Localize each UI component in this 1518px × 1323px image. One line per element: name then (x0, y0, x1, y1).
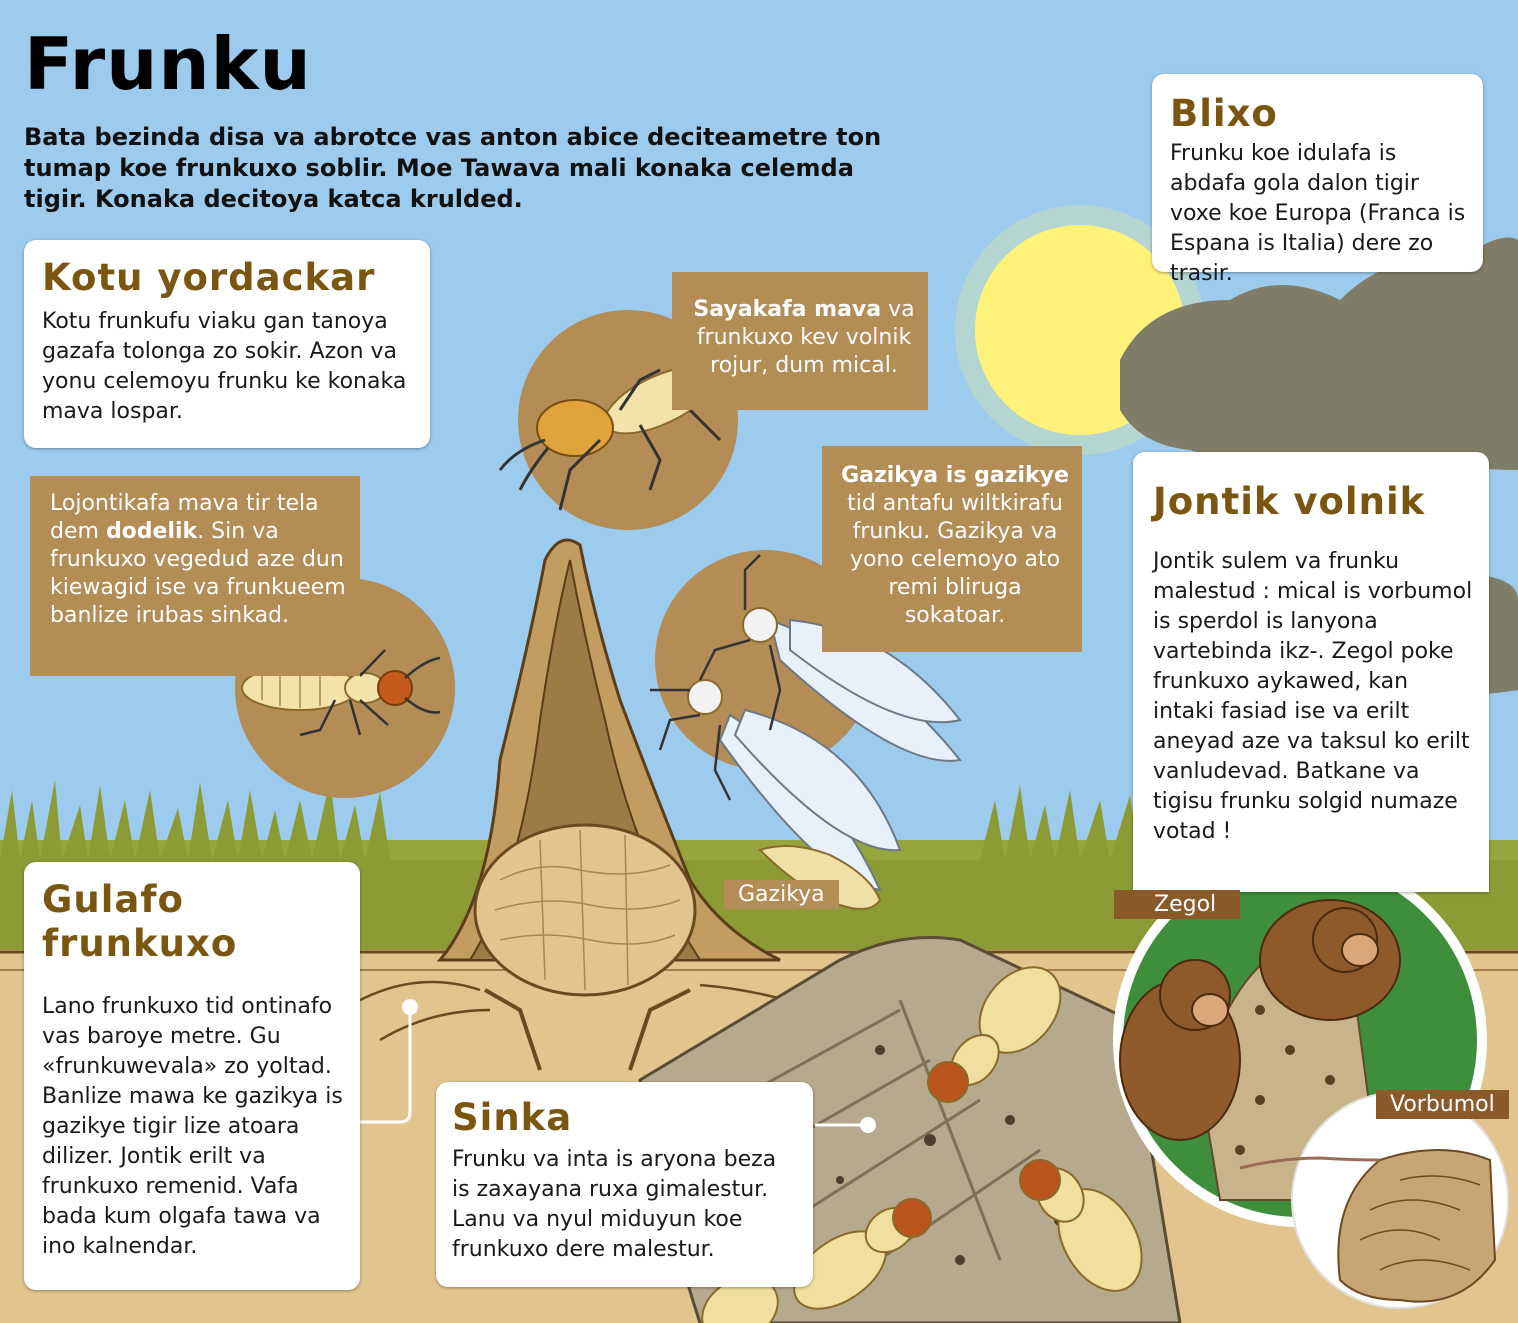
card-jontik-volnik (1133, 452, 1489, 892)
sinka-heading: Sinka (452, 1096, 573, 1139)
caption-sayakafa (672, 272, 928, 410)
kotu-heading: Kotu yordackar (42, 256, 376, 299)
sayakafa-post: va frunkuxo kev volnik rojur, dum mical. (696, 297, 915, 378)
label-vorbumol: Vorbumol (1376, 1090, 1509, 1119)
card-gulafo-frunkuxo (24, 862, 360, 1290)
label-gazikya: Gazikya (724, 880, 839, 909)
lojontikafa-pre: Lojontikafa mava tir tela dem (50, 491, 319, 544)
jontik-body: Jontik sulem va frunku malestud : mical is vorbumol is sperdol is lanyona vartebinda ikz-. Zegol poke frunkuxo aykawed, kan intaki fasiad ise va erilt aneyad aze va taksul ko erilt vanludevad. Batkane va tigisu frunku solgid numaze votad ! (1153, 549, 1473, 844)
jontik-heading: Jontik volnik (1153, 480, 1426, 523)
gazikya-bold: Gazikya is gazikye (841, 463, 1069, 488)
intro-text: Bata bezinda disa va abrotce vas anton abice deciteametre ton tumap koe frunkuxo soblir. Moe Tawava mali konaka celemda tigir. Konaka decitoya katca krulded. (24, 123, 882, 213)
caption-gazikya (822, 446, 1082, 652)
gazikya-post: tid antafu wiltkirafu frunku. Gazikya va yono celemoyo ato remi bliruga sokatoar. (847, 491, 1063, 628)
card-sinka (436, 1082, 813, 1287)
page-title: Frunku (24, 22, 312, 106)
card-kotu-yordackar (24, 240, 430, 448)
chimpanzee-2 (1260, 900, 1400, 1020)
sinka-body: Frunku va inta is aryona beza is zaxayana ruxa gimalestur. Lanu va nyul miduyun koe frunkuxo dere malestur. (452, 1147, 777, 1262)
label-zegol: Zegol (1114, 890, 1240, 919)
caption-lojontikafa (30, 476, 360, 676)
sayakafa-bold: Sayakafa mava (693, 297, 882, 322)
blixo-heading: Blixo (1170, 92, 1278, 135)
gulafo-heading: Gulafo frunkuxo (42, 878, 238, 965)
lojontikafa-bold: dodelik (105, 519, 198, 544)
card-blixo (1152, 74, 1483, 286)
gulafo-body: Lano frunkuxo tid ontinafo vas baroye metre. Gu «frunkuwevala» zo yoltad. Banlize mawa ke gazikya is gazikye tigir lize atoara dilizer. Jontik erilt va frunkuxo remenid. Vafa bada kum olgafa tawa va ino kalnendar. (42, 994, 343, 1259)
kotu-body: Kotu frunkufu viaku gan tanoya gazafa tolonga zo sokir. Azon va yonu celemoyu frunku ke konaka mava lospar. (42, 309, 407, 424)
blixo-body: Frunku koe idulafa is abdafa gola dalon tigir voxe koe Europa (Franca is Espana is Italia) dere zo trasir. (1170, 141, 1466, 286)
lojontikafa-post: . Sin va frunkuxo vegedud aze dun kiewagid ise va frunkueem banlize irubas sinkad. (50, 519, 346, 628)
